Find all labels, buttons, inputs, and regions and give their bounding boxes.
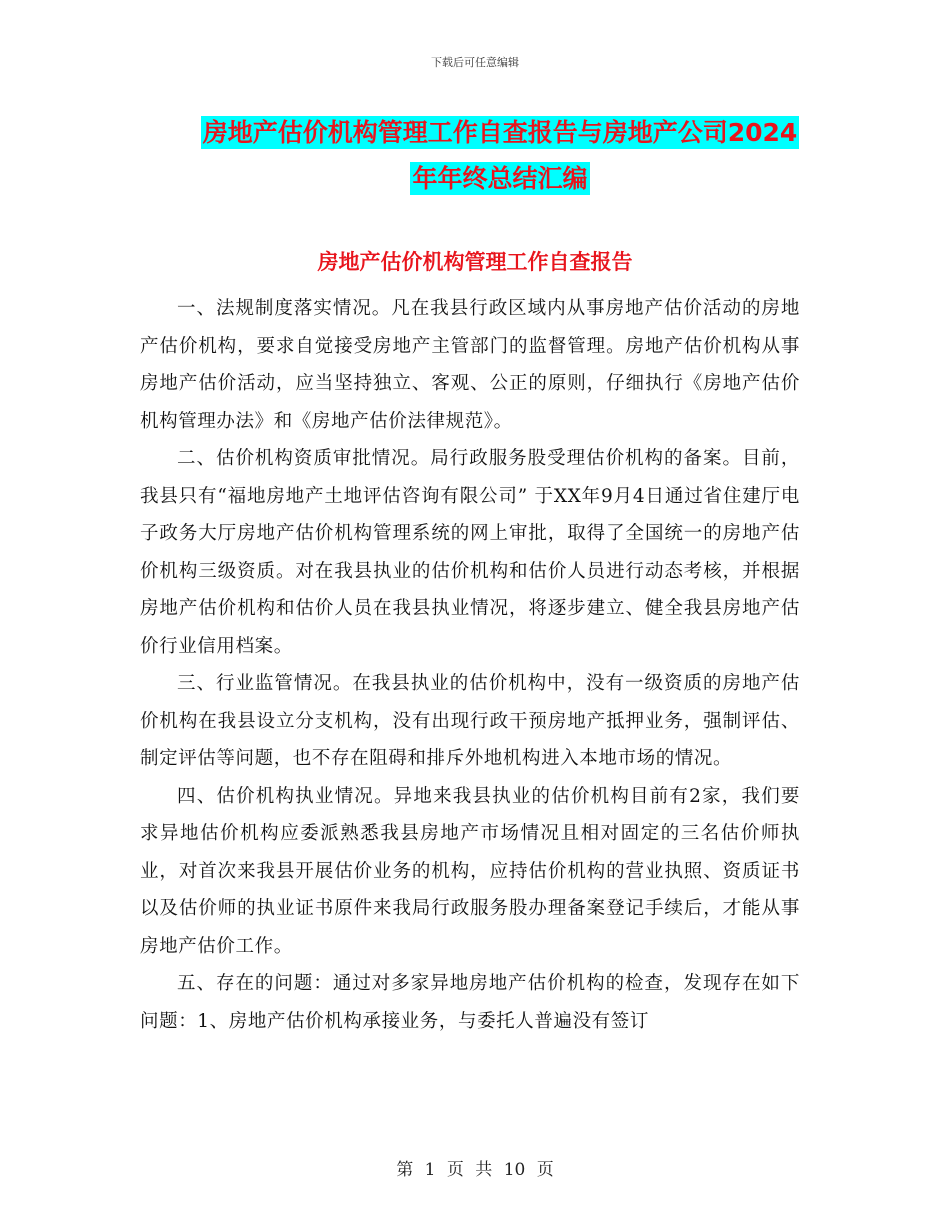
- paragraph-5: 五、存在的问题：通过对多家异地房地产估价机构的检查，发现存在如下问题：1、房地产估价机构承接业务，与委托人普遍没有签订: [140, 973, 800, 1032]
- paragraph-3: 三、行业监管情况。在我县执业的估价机构中，没有一级资质的房地产估价机构在我县设立分支机构，没有出现行政干预房地产抵押业务，强制评估、制定评估等问题，也不存在阻碍和排斥外地机构进入本地市场的情况。: [140, 673, 800, 769]
- document-title: [140, 110, 860, 202]
- body-content: [140, 290, 800, 1040]
- document-title-line-1: 房地产估价机构管理工作自查报告与房地产公司2024: [202, 118, 798, 147]
- document-title-line-2: 年年终总结汇编: [412, 164, 588, 193]
- paragraph-1: 一、法规制度落实情况。凡在我县行政区域内从事房地产估价活动的房地产估价机构，要求自觉接受房地产主管部门的监督管理。房地产估价机构从事房地产估价活动，应当坚持独立、客观、公正的原则，仔细执行《房地产估价机构管理办法》和《房地产估价法律规范》。: [140, 298, 800, 432]
- page-number: 第 1 页 共 10 页: [396, 1160, 554, 1180]
- paragraph-2: 二、估价机构资质审批情况。局行政服务股受理估价机构的备案。目前，我县只有“福地房地产土地评估咨询有限公司” 于XX年9月4日通过省住建厅电子政务大厅房地产估价机构管理系统的网上审批，取得了全国统一的房地产估价机构三级资质。对在我县执业的估价机构和估价人员进行动态考核，并根据房地产估价机构和估价人员在我县执业情况，将逐步建立、健全我县房地产估价行业信用档案。: [140, 448, 800, 657]
- paragraph-4: 四、估价机构执业情况。异地来我县执业的估价机构目前有2家，我们要求异地估价机构应委派熟悉我县房地产市场情况且相对固定的三名估价师执业，对首次来我县开展估价业务的机构，应持估价机构的营业执照、资质证书以及估价师的执业证书原件来我局行政服务股办理备案登记手续后，才能从事房地产估价工作。: [140, 785, 800, 957]
- section-title: 房地产估价机构管理工作自查报告: [317, 250, 633, 274]
- header-note: 下载后可任意编辑: [431, 56, 519, 69]
